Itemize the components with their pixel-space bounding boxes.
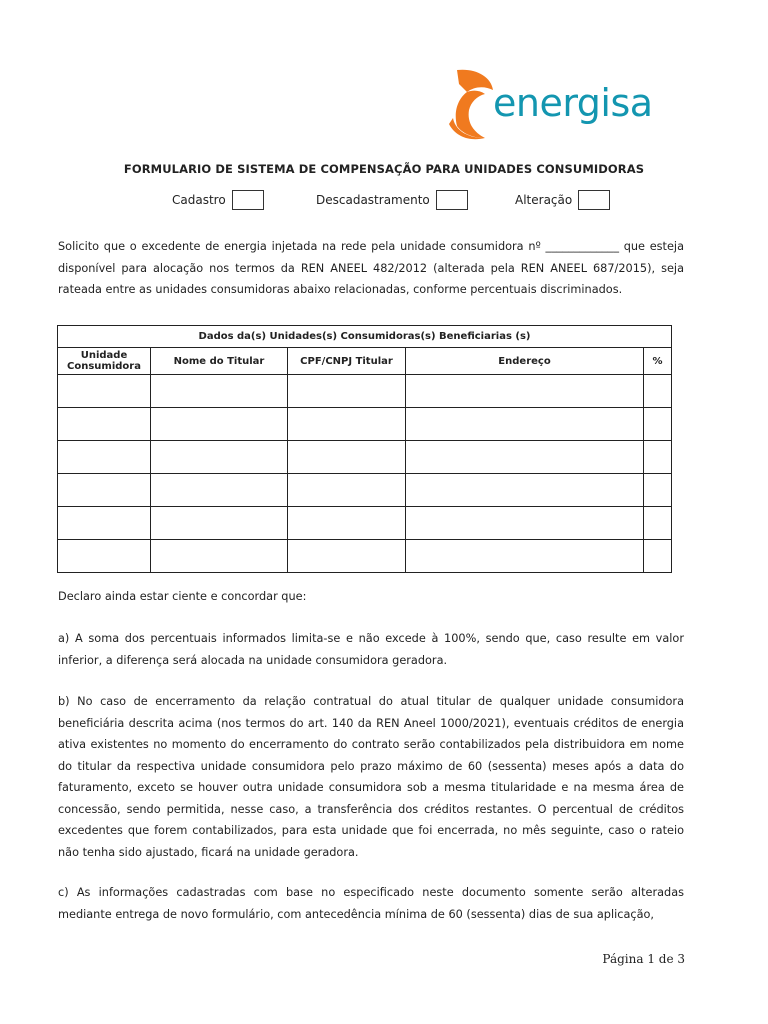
- option-descadastramento: [316, 188, 468, 212]
- table-cell[interactable]: [644, 408, 672, 441]
- table-cell[interactable]: [58, 441, 151, 474]
- intro-paragraph: Solicito que o excedente de energia injetada na rede pela unidade consumidora nº _____________ que esteja disponível para alocação nos termos da REN ANEEL 482/2012 (alterada pela REN ANEEL 687/2015), seja rateada entre as unidades consumidoras abaixo relacionadas, conforme percentuais discriminados.: [58, 240, 684, 296]
- option-alteracao-checkbox[interactable]: [578, 190, 610, 210]
- table-cell[interactable]: [288, 540, 406, 573]
- table-cell[interactable]: [58, 408, 151, 441]
- logo-wordmark: energisa: [493, 81, 653, 125]
- clause-c: c) As informações cadastradas com base no especificado neste documento somente serão alteradas mediante entrega de novo formulário, com antecedência mínima de 60 (sessenta) dias de sua aplicação,: [58, 886, 684, 921]
- table-cell[interactable]: [406, 408, 644, 441]
- table-row: [58, 408, 672, 441]
- table-row: [58, 441, 672, 474]
- table-cell[interactable]: [644, 375, 672, 408]
- table-row: [58, 540, 672, 573]
- table-caption: Dados da(s) Unidades(s) Consumidoras(s) Beneficiarias (s): [58, 326, 672, 348]
- beneficiary-table: [57, 325, 672, 573]
- option-cadastro-checkbox[interactable]: [232, 190, 264, 210]
- table-cell[interactable]: [406, 441, 644, 474]
- header-nome: Nome do Titular: [151, 348, 288, 375]
- table-cell[interactable]: [58, 474, 151, 507]
- table-cell[interactable]: [288, 441, 406, 474]
- header-unidade: Unidade Consumidora: [58, 348, 151, 375]
- table-cell[interactable]: [151, 441, 288, 474]
- table-cell[interactable]: [406, 540, 644, 573]
- clause-a: a) A soma dos percentuais informados limita-se e não excede à 100%, sendo que, caso resulte em valor inferior, a diferença será alocada na unidade consumidora geradora.: [58, 632, 684, 667]
- energisa-logo: [445, 66, 685, 142]
- option-cadastro: [172, 188, 264, 212]
- table-cell[interactable]: [288, 507, 406, 540]
- table-cell[interactable]: [58, 507, 151, 540]
- header-endereco: Endereço: [406, 348, 644, 375]
- clause-b: b) No caso de encerramento da relação contratual do atual titular de qualquer unidade consumidora beneficiária descrita acima (nos termos do art. 140 da REN Aneel 1000/2021), eventuais créditos de energia ativa existentes no momento do encerramento do contrato serão contabilizados pela distribuidora em nome do titular da respectiva unidade consumidora pelo prazo máximo de 60 (sessenta) meses após a data do faturamento, exceto se houver outra unidade consumidora sob a mesma titularidade e na mesma área de concessão, sendo permitida, nesse caso, a transferência dos créditos restantes. O percentual de créditos excedentes que forem contabilizados, para esta unidade que foi encerrada, no mês seguinte, caso o rateio não tenha sido ajustado, ficará na unidade geradora.: [58, 695, 684, 859]
- table-cell[interactable]: [644, 507, 672, 540]
- header-cpf: CPF/CNPJ Titular: [288, 348, 406, 375]
- option-cadastro-label: Cadastro: [172, 193, 226, 207]
- declaration-text: Declaro ainda estar ciente e concordar que:: [58, 590, 307, 603]
- form-title: FORMULARIO DE SISTEMA DE COMPENSAÇÃO PARA UNIDADES CONSUMIDORAS: [123, 162, 645, 176]
- table-row: [58, 507, 672, 540]
- table-row: [58, 375, 672, 408]
- table-cell[interactable]: [151, 474, 288, 507]
- option-alteracao-label: Alteração: [515, 193, 573, 207]
- table-cell[interactable]: [58, 540, 151, 573]
- option-descadastramento-label: Descadastramento: [316, 193, 430, 207]
- table-cell[interactable]: [151, 375, 288, 408]
- table-cell[interactable]: [288, 375, 406, 408]
- table-cell[interactable]: [151, 507, 288, 540]
- option-alteracao: [515, 188, 610, 212]
- table-cell[interactable]: [644, 441, 672, 474]
- form-type-options: [0, 188, 768, 212]
- table-cell[interactable]: [151, 540, 288, 573]
- table-cell[interactable]: [406, 375, 644, 408]
- option-descadastramento-checkbox[interactable]: [436, 190, 468, 210]
- table-cell[interactable]: [151, 408, 288, 441]
- table-cell[interactable]: [288, 408, 406, 441]
- table-cell[interactable]: [644, 540, 672, 573]
- table-cell[interactable]: [58, 375, 151, 408]
- table-cell[interactable]: [406, 474, 644, 507]
- table-body: [58, 375, 672, 573]
- table-row: [58, 474, 672, 507]
- page-number: Página 1 de 3: [602, 952, 685, 966]
- table-cell[interactable]: [644, 474, 672, 507]
- table-cell[interactable]: [406, 507, 644, 540]
- header-percent: %: [644, 348, 672, 375]
- table-cell[interactable]: [288, 474, 406, 507]
